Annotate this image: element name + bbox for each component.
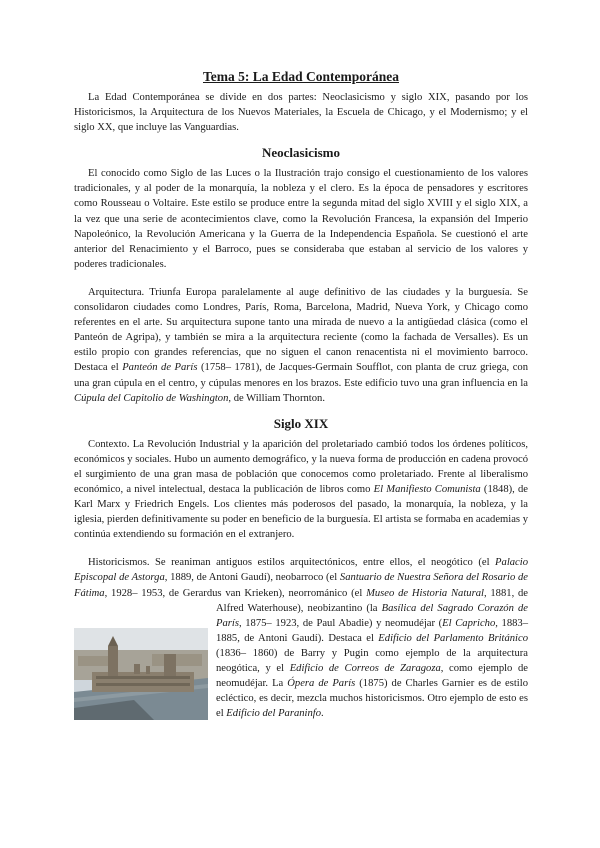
intro-paragraph: La Edad Contemporánea se divide en dos partes: Neoclasicismo y siglo XIX, pasando por los Historicismos, la Arquitectura de los Nuevos Materiales, la Escuela de Chicago, y el Modernismo; y el siglo XX, que incluye las Vanguardias.	[74, 92, 528, 134]
work-title: Panteón de París	[122, 362, 198, 374]
siglo-xix-paragraph-1: Contexto. La Revolución Industrial y la aparición del proletariado cambió todos los órdenes políticos, económicos y sociales. Hubo un aumento demográfico, y la nueva forma de producción en cadena provocó el surgimiento de una gran masa de población que conocemos como proletariado. Frente al liberalismo económico, a nivel intelectual, destaca la publicación de libros como El Manifiesto Comunista (1848), de Karl Marx y Friedrich Engels. Los clientes más poderosos del pasado, la monarquía, la nobleza, y la iglesia, pierden definitivamente su poder en beneficio de la burguesía. El artista se formaba en academias y continúa extendiendo su formación en el extranjero.	[74, 438, 529, 541]
section-heading-siglo-xix: Siglo XIX	[273, 415, 329, 431]
work-title: Cúpula del Capitolio de Washington	[74, 392, 229, 404]
parliament-photo	[74, 628, 208, 720]
work-title: El Manifiesto Comunista	[373, 483, 481, 495]
document-title: Tema 5: La Edad Contemporánea	[202, 69, 399, 84]
neoclasicismo-paragraph-1: El conocido como Siglo de las Luces o la Ilustración trajo consigo el cuestionamiento de los valores tradicionales, y al poder de la monarquía, la nobleza y el clero. Es la época de pensadores y escritores como Rousseau o Voltaire. Este estilo se produce entre la segunda mitad del siglo XVIII y el siglo XIX, a la vez que una serie de acontecimientos clave, como la Revolución Francesa, la expansión del Imperio Napoleónico, la Revolución Americana y la Guerra de la Independencia Española. Se cuestionó el arte anterior del Renacimiento y el Barroco, pues se consideraba que estaban al servicio de los valores y poderes tradicionales.	[74, 168, 528, 270]
document-page	[74, 68, 528, 721]
neoclasicismo-paragraph-2: Arquitectura. Triunfa Europa paralelamente al auge definitivo de las ciudades y la burguesía. Se consolidaron ciudades como Londres, París, Roma, Barcelona, Madrid, Nueva York, y Chicago como referentes en el arte. Su arquitectura supone tanto una mirada de nuevo a la antigüedad clásica (como el Panteón de Agripa), y también se mira a la arquitectura reciente (como la fachada de Versalles). Es un estilo propio con grandes referencias, que no siguen el canon renacentista ni el movimiento barroco. Destaca el Panteón de París (1758– 1781), de Jacques-Germain Soufflot, con planta de cruz griega, con una gran cúpula en el centro, y cúpulas menores en los brazos. Este edificio tuvo una gran influencia en la Cúpula del Capitolio de Washington, de William Thornton.	[74, 286, 529, 404]
siglo-xix-paragraph-2: Historicismos. Se reaniman antiguos estilos arquitectónicos, entre ellos, el neogótico (el Palacio Episcopal de Astorga, 1889, de Antoni Gaudí), neobarroco (el Santuario de Nuestra Señora del Rosario de Fátima, 1928– 1953, de Gerardus van Krieken), neorrománico (el Museo de Historia Natural, 1881, de Alfred Waterhouse), neobizantino (la Basílica del Sagrado Corazón de París, 1875– 1923, de Paul Abadie) y neomudéjar (El Capricho, 1883– 1885, de Antoni Gaudí). Destaca el Edificio del Parlamento Británico (1836– 1860) de Barry y Pugin como ejemplo de la arquitectura neogótica, y el Edificio de Correos de Zaragoza, como ejemplo de neomudéjar. La Ópera de París (1875) de Charles Garnier es de estilo ecléctico, es decir, mezcla muchos historicismos. Otro ejemplo de esto es el Edificio del Paraninfo.	[74, 557, 529, 720]
section-heading-neoclasicismo: Neoclasicismo	[262, 145, 340, 161]
